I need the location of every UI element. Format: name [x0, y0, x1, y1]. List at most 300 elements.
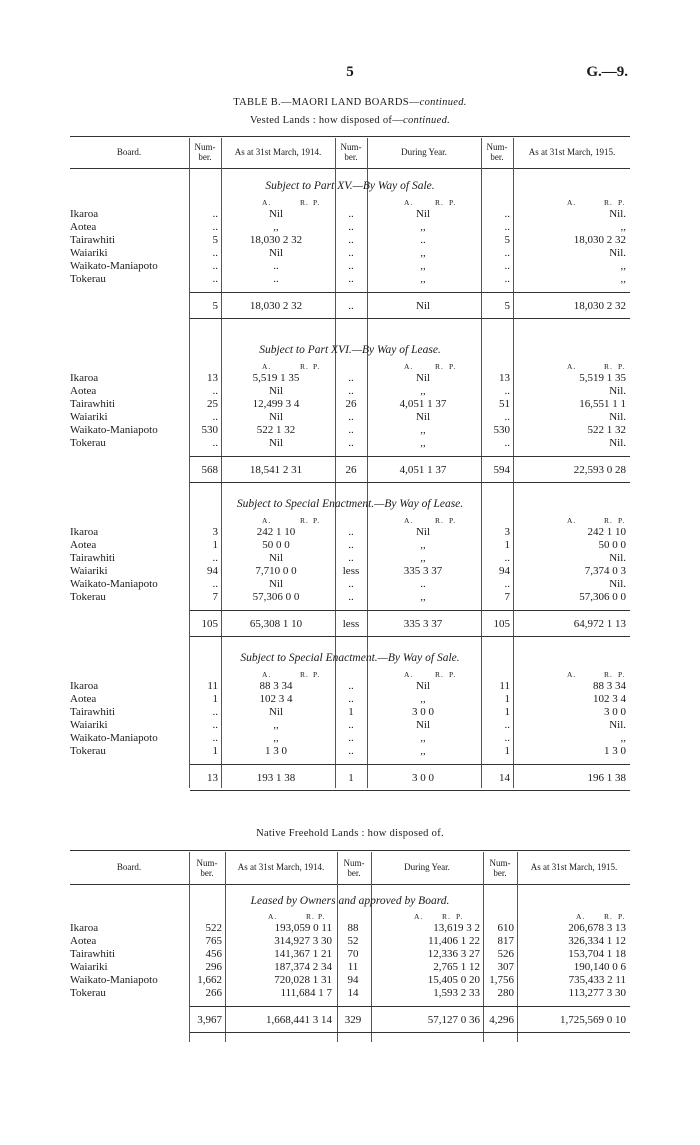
unit-label: A. [262, 670, 272, 679]
cell-n3: 280 [497, 987, 514, 999]
cell-a3: Nil. [609, 247, 626, 259]
cell-a3: Nil. [609, 411, 626, 423]
freehold-row [0, 987, 700, 1001]
cell-d: 335 3 37 [403, 565, 443, 577]
vested-title-main: Vested Lands : how disposed of— [249, 115, 404, 126]
cell-n2: .. [348, 260, 354, 272]
unit-label: P. [618, 362, 626, 371]
cell-d: .. [420, 234, 426, 246]
total-a1: 193 1 38 [256, 772, 296, 784]
cell-a1: 193,059 0 11 [274, 922, 332, 934]
board-name: Tairawhiti [70, 234, 116, 246]
board-name: Waiariki [70, 719, 108, 731]
unit-label: P. [456, 912, 464, 921]
total-n3: 5 [504, 300, 510, 312]
cell-d: 13,619 3 2 [433, 922, 480, 934]
cell-n3: .. [504, 260, 510, 272]
cell-d: 1,593 2 33 [433, 987, 480, 999]
total-n2: 329 [344, 1014, 362, 1026]
cell-d: 3 0 0 [412, 706, 434, 718]
table-title-main: TABLE B.—MAORI LAND BOARDS— [233, 97, 420, 108]
cell-a3: Nil. [609, 208, 626, 220]
table-row [0, 437, 700, 451]
cell-d: ,, [420, 732, 426, 744]
cell-n3: .. [504, 552, 510, 564]
cell-n1: 530 [201, 424, 218, 436]
cell-n3: 13 [499, 372, 510, 384]
cell-a1: 720,028 1 31 [274, 974, 332, 986]
cell-n3: .. [504, 732, 510, 744]
cell-n1: 11 [207, 680, 218, 692]
cell-a1: Nil [268, 706, 284, 718]
total-a3: 1,725,569 0 10 [560, 1014, 626, 1026]
cell-n3: .. [504, 208, 510, 220]
freehold-row [0, 974, 700, 988]
cell-a3: 206,678 3 13 [568, 922, 626, 934]
table-row [0, 565, 700, 579]
total-d: Nil [415, 300, 431, 312]
unit-label: A. [262, 516, 272, 525]
cell-n1: .. [212, 437, 218, 449]
cell-d: Nil [415, 372, 431, 384]
cell-n2: 26 [345, 398, 357, 410]
cell-a3: 113,277 3 30 [568, 987, 626, 999]
board-name: Waiariki [70, 411, 108, 423]
col-header-during: During Year. [401, 147, 447, 157]
cell-n3: 11 [499, 680, 510, 692]
total-d: 4,051 1 37 [399, 464, 447, 476]
col-header-number-3: Num-ber. [486, 142, 508, 162]
cell-a3: Nil. [609, 578, 626, 590]
section-title: Subject to Part XV.—By Way of Sale. [265, 180, 435, 192]
cell-d: ,, [420, 437, 426, 449]
board-name: Ikaroa [70, 208, 99, 220]
total-a1: 1,668,441 3 14 [266, 1014, 332, 1026]
cell-a3: 326,334 1 12 [568, 935, 626, 947]
cell-n1: .. [212, 247, 218, 259]
unit-label: R. [300, 362, 309, 371]
total-n2: 1 [348, 772, 354, 784]
cell-n1: 5 [212, 234, 218, 246]
unit-label: P. [313, 198, 321, 207]
unit-label: A. [404, 362, 414, 371]
board-name: Ikaroa [70, 680, 99, 692]
total-row [0, 464, 700, 478]
unit-label: P. [449, 362, 457, 371]
unit-label: P. [313, 362, 321, 371]
board-name: Ikaroa [70, 372, 99, 384]
cell-a1: Nil [268, 385, 284, 397]
cell-n1: .. [212, 719, 218, 731]
unit-label: R. [306, 912, 315, 921]
freehold-row [0, 922, 700, 936]
cell-a1: 18,030 2 32 [249, 234, 303, 246]
total-d: 57,127 0 36 [427, 1014, 480, 1026]
cell-a1: Nil [268, 437, 284, 449]
cell-d: ,, [420, 745, 426, 757]
unit-label: R. [604, 912, 613, 921]
cell-a1: 1 3 0 [265, 745, 287, 757]
table-row [0, 680, 700, 694]
unit-label: A. [404, 516, 414, 525]
cell-n2: .. [348, 591, 354, 603]
unit-label: P. [449, 198, 457, 207]
table-row [0, 221, 700, 235]
cell-n3: .. [504, 719, 510, 731]
section-title: Subject to Part XVI.—By Way of Lease. [259, 344, 441, 356]
total-n2: 26 [345, 464, 357, 476]
col-header-1915: As at 31st March, 1915. [528, 147, 616, 157]
table-row [0, 706, 700, 720]
cell-a3: 522 1 32 [587, 424, 626, 436]
total-a3: 22,593 0 28 [573, 464, 626, 476]
cell-a1: 111,684 1 7 [280, 987, 332, 999]
cell-n1: 3 [212, 526, 218, 538]
cell-a3: 5,519 1 35 [579, 372, 626, 384]
board-name: Tokerau [70, 273, 106, 285]
cell-n2: .. [348, 208, 354, 220]
cell-n1: 1 [212, 539, 218, 551]
freehold-title: Native Freehold Lands : how disposed of. [256, 828, 444, 839]
unit-label: P. [449, 670, 457, 679]
cell-d: Nil [415, 526, 431, 538]
cell-a1: Nil [268, 552, 284, 564]
total-a3: 64,972 1 13 [573, 618, 626, 630]
total-n3: 4,296 [489, 1014, 514, 1026]
unit-label: P. [318, 912, 326, 921]
cell-n3: 51 [499, 398, 510, 410]
cell-a1: 5,519 1 35 [252, 372, 300, 384]
cell-a3: 88 3 34 [593, 680, 626, 692]
unit-label: P. [618, 670, 626, 679]
unit-label: P. [449, 516, 457, 525]
col-header-1914: As at 31st March, 1914. [234, 147, 322, 157]
cell-a3: 242 1 10 [587, 526, 626, 538]
cell-a3: Nil. [609, 719, 626, 731]
unit-label: R. [300, 198, 309, 207]
board-name: Aotea [70, 221, 97, 233]
cell-d: ,, [420, 247, 426, 259]
cell-n2: .. [348, 693, 354, 705]
cell-d: Nil [415, 208, 431, 220]
cell-n1: .. [212, 552, 218, 564]
unit-label: P. [618, 912, 626, 921]
col-header-board: Board. [116, 147, 142, 157]
unit-label: A. [567, 362, 577, 371]
cell-n2: .. [348, 745, 354, 757]
cell-d: ,, [420, 260, 426, 272]
total-d: 3 0 0 [412, 772, 434, 784]
unit-label: P. [313, 516, 321, 525]
table-row [0, 208, 700, 222]
unit-label: A. [268, 912, 278, 921]
cell-n2: .. [348, 411, 354, 423]
total-d: 335 3 37 [403, 618, 443, 630]
board-name: Waiariki [70, 565, 108, 577]
cell-a3: ,, [620, 273, 626, 285]
table-row [0, 578, 700, 592]
total-n1: 13 [207, 772, 218, 784]
cell-n2: .. [348, 247, 354, 259]
cell-a3: 1 3 0 [604, 745, 626, 757]
cell-a3: 735,433 2 11 [568, 974, 626, 986]
cell-n3: 530 [493, 424, 510, 436]
cell-a3: 3 0 0 [604, 706, 626, 718]
board-name: Waikato-Maniapoto [70, 260, 158, 272]
cell-n2: 52 [347, 935, 359, 947]
table-row [0, 398, 700, 412]
cell-d: Nil [415, 411, 431, 423]
cell-d: Nil [415, 719, 431, 731]
total-n3: 594 [493, 464, 510, 476]
cell-n1: .. [212, 578, 218, 590]
cell-n1: 1 [212, 693, 218, 705]
cell-n3: .. [504, 578, 510, 590]
cell-n2: .. [348, 385, 354, 397]
cell-n2: 11 [347, 961, 359, 973]
cell-n3: .. [504, 273, 510, 285]
table-title [0, 97, 700, 108]
freehold-row [0, 935, 700, 949]
unit-label: R. [442, 912, 451, 921]
cell-n1: 13 [207, 372, 218, 384]
table-row [0, 424, 700, 438]
table-row [0, 591, 700, 605]
table-row [0, 273, 700, 287]
cell-n2: less [342, 565, 360, 577]
total-a1: 18,030 2 32 [249, 300, 303, 312]
total-n1: 3,967 [197, 1014, 222, 1026]
board-name: Tokerau [70, 987, 106, 999]
cell-n3: .. [504, 385, 510, 397]
board-name: Ikaroa [70, 526, 99, 538]
cell-n3: 610 [497, 922, 514, 934]
cell-n2: .. [348, 372, 354, 384]
unit-label: A. [262, 198, 272, 207]
cell-n3: 1 [504, 745, 510, 757]
table-row [0, 411, 700, 425]
cell-n2: .. [348, 539, 354, 551]
cell-n2: .. [348, 680, 354, 692]
cell-a3: 50 0 0 [598, 539, 626, 551]
freehold-section-title: Leased by Owners and approved by Board. [250, 895, 450, 907]
cell-n2: 94 [347, 974, 359, 986]
total-a1: 65,308 1 10 [249, 618, 303, 630]
cell-a3: Nil. [609, 385, 626, 397]
cell-n1: 296 [205, 961, 222, 973]
cell-d: ,, [420, 424, 426, 436]
total-n3: 105 [493, 618, 510, 630]
board-name: Waikato-Maniapoto [70, 732, 158, 744]
total-n3: 14 [499, 772, 510, 784]
cell-a1: 314,927 3 30 [274, 935, 332, 947]
cell-n1: .. [212, 385, 218, 397]
cell-a3: Nil. [609, 437, 626, 449]
cell-d: ,, [420, 221, 426, 233]
table-row [0, 732, 700, 746]
cell-a1: .. [273, 273, 279, 285]
cell-a1: ,, [273, 221, 279, 233]
total-a1: 18,541 2 31 [249, 464, 303, 476]
cell-n3: 5 [504, 234, 510, 246]
table-row [0, 552, 700, 566]
cell-n2: 14 [347, 987, 359, 999]
unit-label: R. [604, 516, 613, 525]
cell-a3: ,, [620, 260, 626, 272]
cell-a1: 141,367 1 21 [274, 948, 332, 960]
board-name: Tokerau [70, 591, 106, 603]
cell-d: 15,405 0 20 [427, 974, 480, 986]
fh-col-header-number-2: Num-ber. [343, 858, 365, 878]
page-number: 5 [346, 64, 354, 80]
cell-a1: 187,374 2 34 [274, 961, 332, 973]
cell-d: ,, [420, 552, 426, 564]
cell-a1: 102 3 4 [259, 693, 293, 705]
fh-col-header-1914: As at 31st March, 1914. [237, 862, 325, 872]
table-row [0, 526, 700, 540]
cell-n2: 1 [348, 706, 354, 718]
cell-a3: 102 3 4 [593, 693, 626, 705]
cell-a1: Nil [268, 247, 284, 259]
unit-label: R. [435, 362, 444, 371]
total-n2: less [342, 618, 360, 630]
unit-label: P. [618, 516, 626, 525]
fh-col-header-board: Board. [116, 862, 142, 872]
cell-a1: 522 1 32 [256, 424, 296, 436]
board-name: Tokerau [70, 745, 106, 757]
cell-a3: 18,030 2 32 [573, 234, 626, 246]
cell-a1: 88 3 34 [259, 680, 293, 692]
cell-n1: 1,662 [197, 974, 222, 986]
table-row [0, 372, 700, 386]
cell-a3: ,, [620, 221, 626, 233]
cell-n2: 70 [347, 948, 359, 960]
board-name: Waiariki [70, 247, 108, 259]
total-n1: 105 [201, 618, 218, 630]
cell-a3: 7,374 0 3 [584, 565, 626, 577]
cell-n1: 94 [207, 565, 218, 577]
cell-n1: 765 [205, 935, 222, 947]
cell-d: 12,336 3 27 [427, 948, 480, 960]
cell-n3: .. [504, 247, 510, 259]
fh-col-header-number-3: Num-ber. [489, 858, 511, 878]
freehold-total-row [0, 1014, 700, 1028]
col-header-number-2: Num-ber. [340, 142, 362, 162]
document-code: G.—9. [586, 64, 628, 80]
cell-n2: .. [348, 234, 354, 246]
total-n1: 568 [201, 464, 218, 476]
unit-label: R. [300, 516, 309, 525]
board-name: Ikaroa [70, 922, 99, 934]
cell-n1: 266 [205, 987, 222, 999]
unit-label: A. [576, 912, 586, 921]
board-name: Aotea [70, 385, 97, 397]
cell-n2: 88 [347, 922, 359, 934]
unit-label: A. [404, 198, 414, 207]
unit-label: R. [604, 362, 613, 371]
unit-label: A. [404, 670, 414, 679]
cell-n1: .. [212, 273, 218, 285]
freehold-row [0, 961, 700, 975]
cell-a1: ,, [273, 732, 279, 744]
board-name: Tokerau [70, 437, 106, 449]
cell-n3: 94 [499, 565, 510, 577]
cell-d: 4,051 1 37 [399, 398, 447, 410]
cell-n2: .. [348, 578, 354, 590]
cell-n3: .. [504, 221, 510, 233]
unit-label: A. [567, 198, 577, 207]
section-title: Subject to Special Enactment.—By Way of Sale. [240, 652, 460, 664]
total-n2: .. [348, 300, 354, 312]
vested-title [0, 115, 700, 126]
cell-n2: .. [348, 273, 354, 285]
cell-n3: .. [504, 411, 510, 423]
unit-label: A. [567, 670, 577, 679]
cell-a1: 57,306 0 0 [252, 591, 300, 603]
unit-label: R. [300, 670, 309, 679]
cell-n1: 456 [205, 948, 222, 960]
cell-n3: 1 [504, 706, 510, 718]
cell-n1: .. [212, 260, 218, 272]
table-row [0, 745, 700, 759]
board-name: Waikato-Maniapoto [70, 974, 158, 986]
cell-a1: .. [273, 260, 279, 272]
cell-n3: 307 [497, 961, 514, 973]
cell-a3: 57,306 0 0 [579, 591, 626, 603]
cell-a1: Nil [268, 208, 284, 220]
board-name: Tairawhiti [70, 552, 116, 564]
unit-label: A. [414, 912, 424, 921]
total-row [0, 772, 700, 786]
board-name: Aotea [70, 935, 97, 947]
cell-d: ,, [420, 273, 426, 285]
table-row [0, 719, 700, 733]
cell-a3: 190,140 0 6 [573, 961, 626, 973]
unit-label: R. [435, 198, 444, 207]
table-title-cont: continued. [419, 97, 467, 108]
table-row [0, 260, 700, 274]
unit-label: R. [435, 670, 444, 679]
unit-label: P. [618, 198, 626, 207]
table-row [0, 385, 700, 399]
cell-n3: 817 [497, 935, 514, 947]
cell-a1: 7,710 0 0 [255, 565, 297, 577]
cell-n2: .. [348, 552, 354, 564]
cell-n1: .. [212, 208, 218, 220]
table-row [0, 234, 700, 248]
total-a3: 18,030 2 32 [573, 300, 626, 312]
total-row [0, 300, 700, 314]
board-name: Tairawhiti [70, 948, 116, 960]
cell-n1: 1 [212, 745, 218, 757]
unit-label: R. [435, 516, 444, 525]
cell-n2: .. [348, 526, 354, 538]
board-name: Waikato-Maniapoto [70, 578, 158, 590]
cell-a1: Nil [268, 411, 284, 423]
table-row [0, 539, 700, 553]
cell-d: ,, [420, 693, 426, 705]
cell-a1: ,, [273, 719, 279, 731]
cell-a1: Nil [268, 578, 284, 590]
cell-d: ,, [420, 591, 426, 603]
cell-d: 11,406 1 22 [428, 935, 480, 947]
board-name: Aotea [70, 693, 97, 705]
cell-n3: 3 [504, 526, 510, 538]
cell-a1: 50 0 0 [262, 539, 290, 551]
cell-n1: .. [212, 732, 218, 744]
cell-n3: 1 [504, 539, 510, 551]
cell-n3: 7 [504, 591, 510, 603]
